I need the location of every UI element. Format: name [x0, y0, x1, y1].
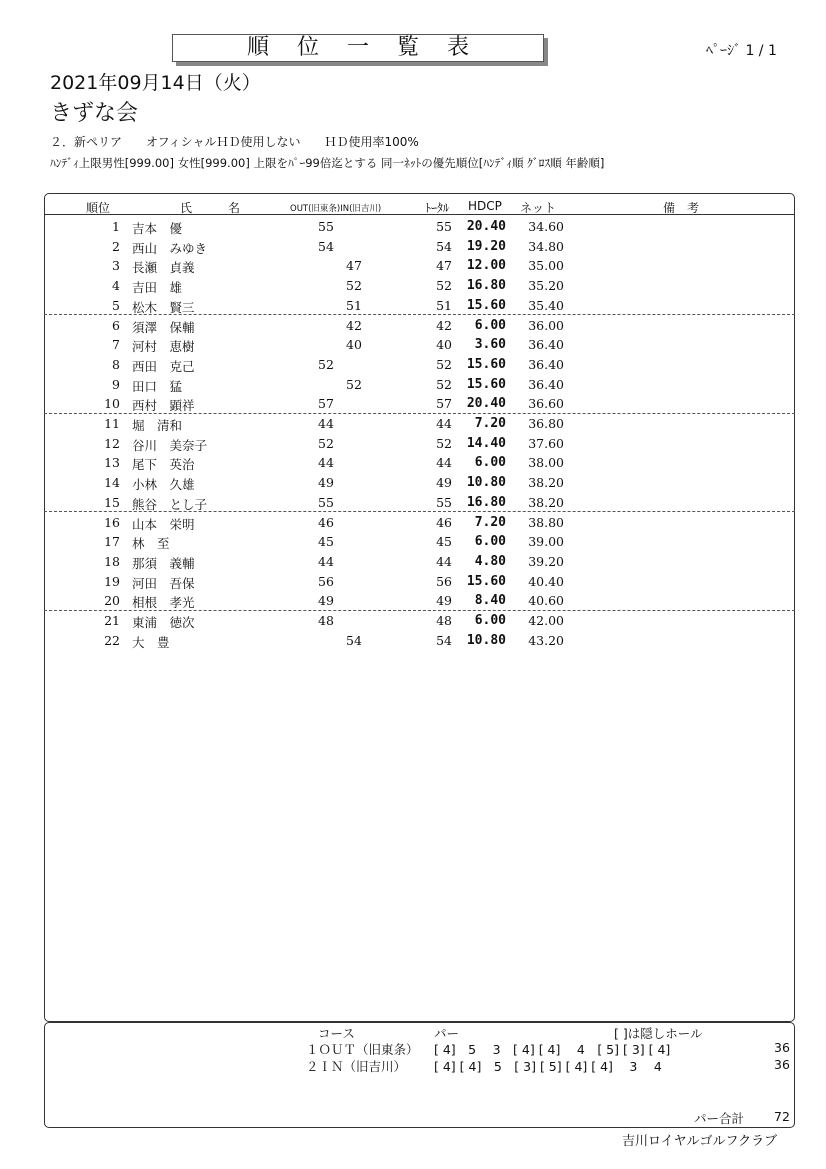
rank: 1: [112, 219, 120, 234]
player-name: 西山 みゆき: [132, 240, 208, 256]
player-name: 大 豊: [132, 634, 170, 650]
net-score: 35.20: [528, 278, 564, 294]
in-score: 42: [346, 317, 362, 333]
table-row: [44, 216, 795, 236]
hdcp: 6.00: [474, 317, 506, 333]
course-par-total: 36: [774, 1057, 790, 1072]
table-row: [44, 531, 795, 551]
in-score: 51: [346, 297, 362, 313]
net-score: 35.00: [528, 258, 564, 274]
total-score: 52: [436, 278, 452, 294]
out-score: 55: [318, 219, 334, 234]
rank: 18: [104, 553, 120, 569]
table-row: [44, 551, 795, 571]
table-row: [44, 452, 795, 472]
total-score: 45: [436, 534, 452, 550]
rank: 14: [104, 475, 120, 491]
hdcp: 16.80: [466, 278, 506, 294]
total-score: 57: [436, 396, 452, 412]
total-score: 44: [436, 416, 452, 431]
hdcp: 15.60: [466, 376, 506, 392]
hdcp: 8.40: [474, 593, 506, 609]
out-score: 44: [318, 455, 334, 471]
course-holes: [ 4] 5 3 [ 4] [ 4] 4 [ 5] [ 3] [ 4]: [434, 1042, 671, 1057]
rank: 6: [112, 317, 120, 333]
net-score: 37.60: [528, 435, 564, 451]
rank: 2: [112, 238, 120, 254]
net-score: 38.20: [528, 494, 564, 510]
hdcp: 15.60: [466, 297, 506, 313]
hidden-hole-note: [ ]は隠しホール: [614, 1026, 703, 1041]
total-score: 48: [436, 613, 452, 628]
net-score: 36.60: [528, 396, 564, 412]
hdcp: 4.80: [474, 553, 506, 569]
hdcp: 10.80: [466, 632, 506, 648]
page-title: 順位一覧表: [172, 34, 544, 62]
table-row: [44, 275, 795, 295]
rank: 10: [104, 396, 120, 412]
hdcp: 15.60: [466, 356, 506, 372]
player-name: 西村 顕祥: [132, 398, 195, 414]
course-holes: [ 4] [ 4] 5 [ 3] [ 5] [ 4] [ 4] 3 4: [434, 1059, 662, 1074]
hdcp: 15.60: [466, 573, 506, 589]
scoring-conditions: ２．新ペリア オフィシャルＨＤ使用しない ＨＤ使用率100%: [50, 135, 419, 149]
player-name: 山本 栄明: [132, 516, 195, 532]
out-score: 52: [318, 435, 334, 451]
rank: 22: [104, 632, 120, 648]
rank: 21: [104, 613, 120, 628]
hdcp: 6.00: [474, 455, 506, 471]
hdcp: 6.00: [474, 534, 506, 550]
player-name: 尾下 英治: [132, 457, 195, 473]
net-score: 34.80: [528, 238, 564, 254]
rank: 8: [112, 356, 120, 372]
player-name: 吉本 優: [132, 221, 183, 236]
player-name: 須澤 保輔: [132, 319, 195, 335]
hdcp: 19.20: [466, 238, 506, 254]
table-row: [44, 512, 795, 532]
table-row: [44, 255, 795, 275]
player-name: 西田 克己: [132, 358, 195, 374]
table-row: [44, 295, 795, 316]
hdcp: 20.40: [466, 396, 506, 412]
col-total-header: ﾄｰﾀﾙ: [425, 201, 450, 215]
table-row: [44, 334, 795, 354]
total-score: 54: [436, 238, 452, 254]
total-score: 49: [436, 593, 452, 609]
rank: 20: [104, 593, 120, 609]
table-row: [44, 590, 795, 611]
table-row: [44, 610, 795, 630]
rank: 11: [104, 416, 120, 431]
course-name: ２ＩＮ（旧吉川）: [306, 1059, 407, 1074]
par-total-value: 72: [774, 1109, 790, 1124]
col-outin-header: OUT(旧東条)IN(旧吉川): [290, 204, 382, 214]
table-row: [44, 433, 795, 453]
player-name: 河田 吾保: [132, 575, 195, 591]
player-name: 林 至: [132, 536, 170, 552]
player-name: 東浦 徳次: [132, 615, 195, 630]
player-name: 田口 猛: [132, 378, 183, 394]
rank: 9: [112, 376, 120, 392]
out-score: 45: [318, 534, 334, 550]
net-score: 39.00: [528, 534, 564, 550]
total-score: 54: [436, 632, 452, 648]
out-score: 55: [318, 494, 334, 510]
player-name: 長瀬 貞義: [132, 260, 195, 276]
header-divider: [44, 214, 795, 215]
out-score: 46: [318, 514, 334, 530]
in-score: 52: [346, 376, 362, 392]
player-name: 相根 孝光: [132, 595, 195, 611]
in-score: 40: [346, 337, 362, 353]
col-rank-header: 順位: [86, 201, 111, 215]
table-row: [44, 492, 795, 513]
out-score: 54: [318, 238, 334, 254]
net-score: 36.40: [528, 376, 564, 392]
course-par-total: 36: [774, 1040, 790, 1055]
net-score: 36.00: [528, 317, 564, 333]
net-score: 36.40: [528, 356, 564, 372]
net-score: 42.00: [528, 613, 564, 628]
net-score: 36.80: [528, 416, 564, 431]
rank: 12: [104, 435, 120, 451]
rank: 17: [104, 534, 120, 550]
player-name: 熊谷 とし子: [132, 496, 208, 512]
player-name: 那須 義輔: [132, 555, 195, 571]
total-score: 52: [436, 356, 452, 372]
net-score: 36.40: [528, 337, 564, 353]
course-name: １ＯＵＴ（旧東条）: [306, 1042, 419, 1057]
table-row: [44, 472, 795, 492]
total-score: 40: [436, 337, 452, 353]
total-score: 52: [436, 435, 452, 451]
out-score: 57: [318, 396, 334, 412]
total-score: 49: [436, 475, 452, 491]
golf-club-name: 吉川ロイヤルゴルフクラブ: [622, 1134, 778, 1149]
table-row: [44, 374, 795, 394]
hdcp: 16.80: [466, 494, 506, 510]
col-name-header: 氏 名: [180, 201, 241, 215]
net-score: 43.20: [528, 632, 564, 648]
total-score: 56: [436, 573, 452, 589]
hdcp: 14.40: [466, 435, 506, 451]
hdcp: 7.20: [474, 514, 506, 530]
player-name: 小林 久雄: [132, 477, 195, 493]
hdcp: 20.40: [466, 219, 506, 234]
in-score: 47: [346, 258, 362, 274]
table-row: [44, 236, 795, 256]
player-name: 松木 賢三: [132, 299, 195, 315]
out-score: 49: [318, 593, 334, 609]
net-score: 40.60: [528, 593, 564, 609]
net-score: 40.40: [528, 573, 564, 589]
out-score: 52: [318, 356, 334, 372]
table-row: [44, 315, 795, 335]
table-row: [44, 413, 795, 433]
net-score: 39.20: [528, 553, 564, 569]
net-score: 38.00: [528, 455, 564, 471]
total-score: 44: [436, 455, 452, 471]
rank: 5: [112, 297, 120, 313]
out-score: 44: [318, 416, 334, 431]
total-score: 42: [436, 317, 452, 333]
rank: 19: [104, 573, 120, 589]
total-score: 55: [436, 494, 452, 510]
out-score: 49: [318, 475, 334, 491]
rank: 15: [104, 494, 120, 510]
rank: 7: [112, 337, 120, 353]
col-remarks-header: 備 考: [663, 201, 700, 215]
total-score: 44: [436, 553, 452, 569]
total-score: 51: [436, 297, 452, 313]
total-score: 47: [436, 258, 452, 274]
course-label: コース: [318, 1026, 355, 1041]
net-score: 34.60: [528, 219, 564, 234]
out-score: 44: [318, 553, 334, 569]
rank: 16: [104, 514, 120, 530]
total-score: 46: [436, 514, 452, 530]
rank: 13: [104, 455, 120, 471]
in-score: 54: [346, 632, 362, 648]
player-name: 吉田 雄: [132, 280, 183, 296]
hdcp: 7.20: [474, 416, 506, 431]
player-name: 谷川 美奈子: [132, 437, 208, 453]
net-score: 35.40: [528, 297, 564, 313]
table-row: [44, 630, 795, 650]
rank: 4: [112, 278, 120, 294]
hdcp: 12.00: [466, 258, 506, 274]
hdcp: 3.60: [474, 337, 506, 353]
col-hdcp-header: HDCP: [468, 199, 502, 213]
handicap-rule: ﾊﾝﾃﾞｨ上限男性[999.00] 女性[999.00] 上限をﾊﾟｰ99倍迄とする 同一ﾈｯﾄの優先順位[ﾊﾝﾃﾞｨ順 ｸﾞﾛｽ順 年齢順]: [50, 156, 605, 170]
rank: 3: [112, 258, 120, 274]
hdcp: 6.00: [474, 613, 506, 628]
par-total-label: パー合計: [694, 1111, 745, 1126]
hdcp: 10.80: [466, 475, 506, 491]
par-label: パー: [434, 1026, 460, 1041]
table-row: [44, 354, 795, 374]
net-score: 38.80: [528, 514, 564, 530]
net-score: 38.20: [528, 475, 564, 491]
in-score: 52: [346, 278, 362, 294]
total-score: 52: [436, 376, 452, 392]
out-score: 48: [318, 613, 334, 628]
page-number: ﾍﾟｰｼﾞ 1 / 1: [706, 43, 777, 59]
group-name: きずな会: [50, 101, 139, 126]
event-date: 2021年09月14日（火）: [50, 72, 261, 94]
total-score: 55: [436, 219, 452, 234]
col-net-header: ネット: [520, 201, 557, 215]
table-row: [44, 393, 795, 414]
player-name: 河村 恵樹: [132, 339, 195, 355]
player-name: 堀 清和: [132, 418, 183, 433]
out-score: 56: [318, 573, 334, 589]
table-row: [44, 571, 795, 591]
